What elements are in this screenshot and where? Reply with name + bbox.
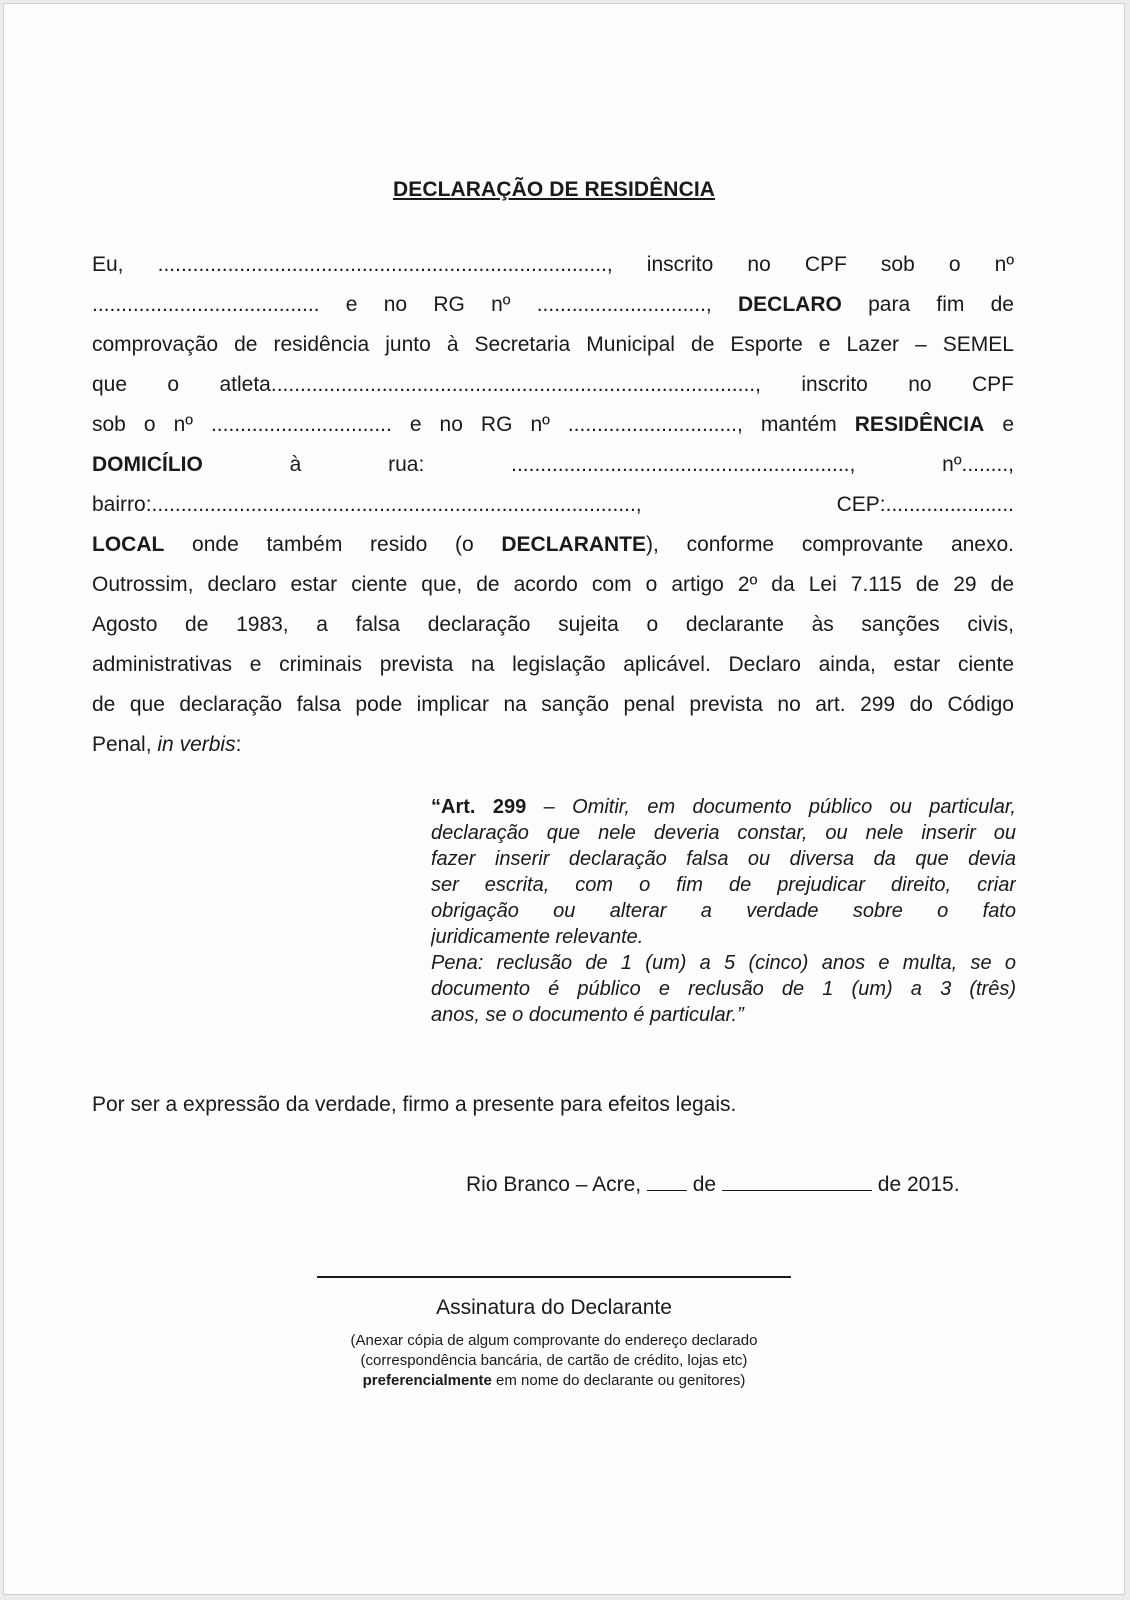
quote-line-7: Pena: reclusão de 1 (um) a 5 (cinco) anos e multa, se o (431, 952, 1016, 974)
text: à rua: .........................................................., nº........, (202, 453, 1014, 476)
text: para fim de (841, 293, 1014, 316)
body-line-3 (92, 332, 1014, 358)
body-line-12 (92, 692, 1014, 718)
declaro-bold: DECLARO (738, 293, 842, 316)
closing-statement: Por ser a expressão da verdade, firmo a presente para efeitos legais. (92, 1093, 737, 1116)
text: de (686, 1173, 722, 1196)
body-line-4 (92, 372, 1014, 398)
note-line-2: (correspondência bancária, de cartão de crédito, lojas etc) (360, 1352, 748, 1369)
quote-line-6: juridicamente relevante. (431, 926, 644, 948)
signature-caption: Assinatura do Declarante (436, 1296, 672, 1319)
quote-line-4: ser escrita, com o fim de prejudicar direito, criar (431, 874, 1016, 896)
quote-line-9: anos, se o documento é particular.” (431, 1004, 744, 1026)
text: de que declaração falsa pode implicar na sanção penal prevista no art. 299 do Código (92, 693, 1014, 716)
place-text: Rio Branco – Acre, (466, 1173, 647, 1196)
quote-line-5: obrigação ou alterar a verdade sobre o fato (431, 900, 1016, 922)
text: bairro:..................................................................................., CEP:...................... (92, 493, 1014, 516)
text: administrativas e criminais prevista na legislação aplicável. Declaro ainda, estar ciente (92, 653, 1014, 676)
text: Outrossim, declaro estar ciente que, de acordo com o artigo 2º da Lei 7.115 de 29 de (92, 573, 1014, 596)
preferencialmente-bold: preferencialmente (362, 1372, 492, 1389)
text: sob o nº ............................... e no RG nº ............................., mantém (92, 413, 855, 436)
text: que o atleta..................................................................................., inscrito no CPF (92, 373, 1014, 396)
quote-line-3: fazer inserir declaração falsa ou diversa da que devia (431, 848, 1016, 870)
document-title: DECLARAÇÃO DE RESIDÊNCIA (392, 178, 716, 201)
body-line-2 (92, 292, 1014, 318)
body-line-7 (92, 492, 1014, 518)
note-line-3 (324, 1371, 784, 1391)
body-line-10 (92, 612, 1014, 638)
body-line-1 (92, 252, 1014, 278)
body-line-9 (92, 572, 1014, 598)
month-blank (722, 1172, 872, 1191)
text: em nome do declarante ou genitores) (491, 1372, 746, 1389)
text: e (984, 413, 1014, 436)
text: onde também resido (o (164, 533, 502, 556)
in-verbis-italic: in verbis (157, 733, 236, 756)
text: Eu, ............................................................................., inscrito no CPF sob o nº (92, 253, 1014, 276)
article-number-bold: Art. 299 (441, 796, 527, 818)
body-line-11 (92, 652, 1014, 678)
local-bold: LOCAL (92, 533, 165, 556)
day-blank (647, 1172, 687, 1191)
text: comprovação de residência junto à Secretaria Municipal de Esporte e Lazer – SEMEL (92, 333, 1014, 356)
text: ), conforme comprovante anexo. (646, 533, 1014, 556)
text: Penal, (92, 733, 158, 756)
text: ....................................... e no RG nº ............................., (92, 293, 738, 316)
body-line-8 (92, 532, 1014, 558)
body-line-6 (92, 452, 1014, 478)
text: – Omitir, em documento público ou particular, (526, 796, 1016, 818)
quote-line-8: documento é público e reclusão de 1 (um) a 3 (três) (431, 978, 1016, 1000)
quote-line-1 (431, 794, 1016, 820)
open-quote: “ (431, 796, 441, 818)
signature-line (317, 1276, 791, 1278)
body-line-5 (92, 412, 1014, 438)
domicilio-bold: DOMICÍLIO (92, 453, 203, 476)
year-text: de 2015. (871, 1173, 960, 1196)
body-line-13 (92, 732, 1014, 758)
declarante-bold: DECLARANTE (501, 533, 647, 556)
residencia-bold: RESIDÊNCIA (854, 413, 985, 436)
text: : (235, 733, 242, 756)
date-line (466, 1172, 960, 1198)
document-page (3, 3, 1125, 1595)
note-line-1: (Anexar cópia de algum comprovante do endereço declarado (350, 1332, 758, 1349)
quote-line-2: declaração que nele deveria constar, ou nele inserir ou (431, 822, 1016, 844)
text: Agosto de 1983, a falsa declaração sujeita o declarante às sanções civis, (92, 613, 1014, 636)
